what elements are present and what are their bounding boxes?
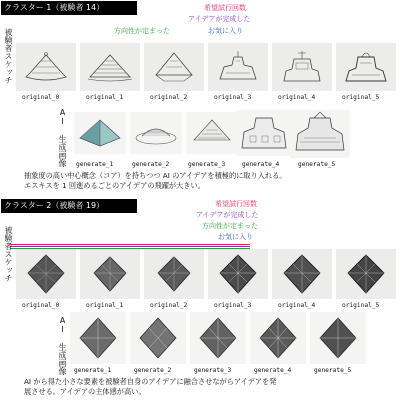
cluster2-line-complete: [10, 246, 250, 247]
cluster2-gen-label: AI 生成画像: [58, 316, 67, 375]
cluster1-legend-direction: 方向性が定まった: [114, 27, 170, 35]
cluster1-legend-complete: アイデアが完成した: [188, 15, 251, 23]
cluster2-legend-direction: 方向性が定まった: [202, 222, 258, 230]
cluster1-sketch-label: 被験者スケッチ: [4, 28, 13, 84]
cluster2-caption-generate-5: generate_5: [314, 367, 352, 374]
cluster1-legend-trials: 希望試行回数: [204, 4, 246, 12]
cluster1-sketch-4: [272, 43, 332, 91]
cluster1-gen-2: [130, 112, 182, 154]
cluster2-caption-original-0: original_0: [22, 302, 60, 309]
cluster2-caption-generate-2: generate_2: [134, 367, 172, 374]
cluster2-header: クラスター 2（被験者 19）: [1, 199, 137, 213]
cluster2-legend-trials: 希望試行回数: [215, 200, 257, 208]
cluster1-sketch-2: [144, 43, 204, 91]
cluster2-caption-generate-3: generate_3: [194, 367, 232, 374]
cluster2-caption-generate-1: generate_1: [74, 367, 112, 374]
cluster2-caption-original-1: original_1: [86, 302, 124, 309]
cluster1-caption-generate-2: generate_2: [132, 161, 170, 168]
cluster2-summary-line1: AI から得た小さな要素を被験者自身のアイデアに融合させながらアイデアを発: [24, 377, 277, 386]
cluster2-caption-original-5: original_5: [342, 302, 380, 309]
cluster1-summary-line1: 抽象度の高い中心概念（コア）を持ちつつ AI のアイデアを積極的に取り入れる。: [24, 171, 287, 180]
cluster2-gen-2: [130, 312, 186, 364]
cluster2-summary: [24, 377, 396, 397]
cluster1-caption-generate-4: generate_4: [242, 161, 280, 168]
cluster1-gen-5: [290, 110, 350, 158]
cluster2-sketch-label: 被験者スケッチ: [4, 226, 13, 282]
cluster1-header: クラスター 1（被験者 14）: [1, 1, 137, 15]
cluster1-summary-line2: エスキスを 1 回進めるごとのアイデアの飛躍が大きい。: [24, 181, 205, 190]
cluster2-sketch-1: [80, 249, 140, 299]
cluster2-gen-5: [310, 312, 366, 364]
cluster2-gen-1: [70, 312, 126, 364]
cluster2-summary-line2: 展させる。アイデアの主体感が高い。: [24, 387, 146, 396]
cluster2-legend-complete: アイデアが完成した: [196, 211, 259, 219]
cluster1-sketch-5: [336, 43, 396, 91]
cluster1-caption-original-3: original_3: [214, 94, 252, 101]
cluster2-caption-original-2: original_2: [150, 302, 188, 309]
cluster1-gen-4: [236, 110, 292, 156]
cluster1-gen-label: AI 生成画像: [58, 108, 67, 167]
cluster2-caption-original-3: original_3: [214, 302, 252, 309]
cluster1-caption-original-4: original_4: [278, 94, 316, 101]
cluster1-gen-3: [186, 112, 238, 154]
cluster2-sketch-5: [336, 249, 396, 299]
cluster1-caption-generate-3: generate_3: [188, 161, 226, 168]
cluster1-caption-original-0: original_0: [22, 94, 60, 101]
cluster2-legend-favorite: お気に入り: [218, 233, 253, 241]
cluster1-caption-generate-5: generate_5: [298, 161, 336, 168]
cluster2-sketch-3: [208, 249, 268, 299]
cluster1-caption-generate-1: generate_1: [76, 161, 114, 168]
cluster1-sketch-1: [80, 43, 140, 91]
cluster2-gen-4: [250, 312, 306, 364]
cluster1-caption-original-2: original_2: [150, 94, 188, 101]
cluster1-gen-1: [74, 112, 126, 154]
cluster2-gen-3: [190, 312, 246, 364]
cluster1-legend-favorite: お気に入り: [208, 27, 243, 35]
cluster2-sketch-2: [144, 249, 204, 299]
cluster2-caption-original-4: original_4: [278, 302, 316, 309]
cluster1-caption-original-1: original_1: [86, 94, 124, 101]
cluster1-sketch-0: [16, 43, 76, 91]
cluster1-summary: [24, 171, 396, 191]
cluster1-sketch-3: [208, 43, 268, 91]
cluster2-caption-generate-4: generate_4: [254, 367, 292, 374]
cluster1-caption-original-5: original_5: [342, 94, 380, 101]
cluster2-line-trials: [10, 244, 250, 245]
cluster2-sketch-4: [272, 249, 332, 299]
cluster2-sketch-0: [16, 249, 76, 299]
